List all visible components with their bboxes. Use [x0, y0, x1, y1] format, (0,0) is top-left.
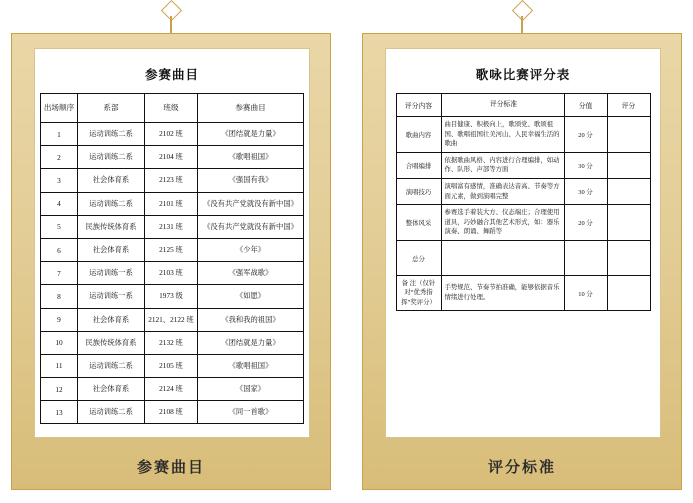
cell-order: 12: [41, 378, 78, 401]
document-scoring: [385, 48, 661, 438]
diamond-marker-left: [161, 0, 182, 21]
cell-order: 13: [41, 401, 78, 424]
cell-class: 2104 班: [145, 146, 198, 169]
column-header-song: 参赛曲目: [198, 94, 304, 123]
cell-standard: 手势规范、节奏节拍准确，能够依据音乐情绪进行处理。: [441, 276, 564, 311]
scoring-table: [396, 93, 651, 311]
cell-class: 2105 班: [145, 354, 198, 377]
cell-department: 运动训练一系: [78, 285, 145, 308]
cell-standard: 曲目健康、积极向上，歌颂党、歌颂祖国、歌唱祖国壮美河山、人民幸福生活的歌曲: [441, 117, 564, 153]
cell-score: [607, 241, 650, 276]
panel-songs: [11, 33, 331, 490]
cell-class: 2131 班: [145, 215, 198, 238]
column-header-score: 评分: [607, 94, 650, 117]
cell-song: 《团结就是力量》: [198, 123, 304, 146]
panel-caption-songs: 参赛曲目: [136, 460, 205, 476]
column-header-department: 系部: [78, 94, 145, 123]
cell-item: 合唱编排: [396, 152, 441, 178]
cell-department: 运动训练一系: [78, 262, 145, 285]
connector-line-right: [521, 16, 523, 34]
cell-song: 《少年》: [198, 238, 304, 261]
cell-class: 2101 班: [145, 192, 198, 215]
table-row: [396, 179, 650, 205]
cell-department: 运动训练二系: [78, 123, 145, 146]
cell-standard: [441, 241, 564, 276]
cell-department: 运动训练二系: [78, 401, 145, 424]
cell-item: 总分: [396, 241, 441, 276]
cell-department: 民族传统体育系: [78, 215, 145, 238]
cell-department: 运动训练二系: [78, 354, 145, 377]
table-row: [41, 262, 304, 285]
cell-order: 4: [41, 192, 78, 215]
table-row: [41, 238, 304, 261]
cell-order: 6: [41, 238, 78, 261]
cell-song: 《同一首歌》: [198, 401, 304, 424]
cell-item: 歌曲内容: [396, 117, 441, 153]
cell-value: 20 分: [564, 205, 607, 241]
cell-item: 备 注（仅针对“优秀指挥”奖评分）: [396, 276, 441, 311]
table-row: [396, 205, 650, 241]
diamond-marker-right: [512, 0, 533, 21]
cell-department: 运动训练二系: [78, 192, 145, 215]
cell-value: 30 分: [564, 152, 607, 178]
cell-class: 2121、2122 班: [145, 308, 198, 331]
cell-department: 社会体育系: [78, 308, 145, 331]
column-header-class: 班级: [145, 94, 198, 123]
cell-song: 《如愿》: [198, 285, 304, 308]
cell-score: [607, 205, 650, 241]
cell-order: 2: [41, 146, 78, 169]
cell-class: 2108 班: [145, 401, 198, 424]
cell-class: 2125 班: [145, 238, 198, 261]
document-songs: [34, 48, 310, 438]
songs-table: [40, 93, 304, 424]
connector-line-left: [170, 16, 172, 34]
cell-department: 运动训练二系: [78, 146, 145, 169]
cell-song: 《强军战歌》: [198, 262, 304, 285]
cell-order: 9: [41, 308, 78, 331]
table-row: [41, 285, 304, 308]
cell-score: [607, 179, 650, 205]
cell-class: 2124 班: [145, 378, 198, 401]
cell-song: 《歌唱祖国》: [198, 146, 304, 169]
panel-caption-scoring: 评分标准: [487, 460, 556, 476]
cell-class: 2132 班: [145, 331, 198, 354]
panel-scoring: [362, 33, 682, 490]
cell-value: 20 分: [564, 117, 607, 153]
table-header-row: [41, 94, 304, 123]
page-title-songs: 参赛曲目: [144, 68, 199, 82]
table-row: [41, 308, 304, 331]
cell-class: 2102 班: [145, 123, 198, 146]
cell-order: 3: [41, 169, 78, 192]
cell-order: 7: [41, 262, 78, 285]
column-header-value: 分值: [564, 94, 607, 117]
cell-song: 《我和我的祖国》: [198, 308, 304, 331]
page-title-scoring: 歌咏比赛评分表: [475, 68, 571, 82]
cell-order: 10: [41, 331, 78, 354]
table-row: [41, 146, 304, 169]
cell-class: 2103 班: [145, 262, 198, 285]
column-header-order: 出场顺序: [41, 94, 78, 123]
cell-order: 11: [41, 354, 78, 377]
table-header-row: [396, 94, 650, 117]
cell-value: 30 分: [564, 179, 607, 205]
cell-song: 《没有共产党就没有新中国》: [198, 192, 304, 215]
cell-department: 社会体育系: [78, 169, 145, 192]
column-header-item: 评分内容: [396, 94, 441, 117]
cell-score: [607, 117, 650, 153]
cell-standard: 演唱富有感情，准确表达音高、节奏等方面元素，做到演唱完整: [441, 179, 564, 205]
table-row: [396, 117, 650, 153]
table-row: [396, 152, 650, 178]
cell-department: 民族传统体育系: [78, 331, 145, 354]
table-row: [41, 169, 304, 192]
table-row: [41, 378, 304, 401]
cell-department: 社会体育系: [78, 238, 145, 261]
cell-song: 《强国有我》: [198, 169, 304, 192]
table-row: [41, 123, 304, 146]
table-row: [41, 215, 304, 238]
cell-class: 1973 级: [145, 285, 198, 308]
cell-item: 演唱技巧: [396, 179, 441, 205]
table-row: [41, 192, 304, 215]
cell-item: 整体风采: [396, 205, 441, 241]
cell-value: [564, 241, 607, 276]
cell-department: 社会体育系: [78, 378, 145, 401]
cell-class: 2123 班: [145, 169, 198, 192]
table-row: [41, 401, 304, 424]
cell-song: 《歌唱祖国》: [198, 354, 304, 377]
cell-score: [607, 276, 650, 311]
table-row: [396, 276, 650, 311]
cell-order: 1: [41, 123, 78, 146]
cell-standard: 依据歌曲风格、内容进行合理编排，如动作、队形、声部等方面: [441, 152, 564, 178]
cell-order: 5: [41, 215, 78, 238]
table-row: [41, 354, 304, 377]
cell-song: 《团结就是力量》: [198, 331, 304, 354]
table-row: [41, 331, 304, 354]
table-row: [396, 241, 650, 276]
column-header-standard: 评分标准: [441, 94, 564, 117]
cell-song: 《国家》: [198, 378, 304, 401]
cell-song: 《没有共产党就没有新中国》: [198, 215, 304, 238]
cell-standard: 参赛选手着装大方、仪态端庄；合理使用道具，巧妙融合其他艺术形式，如：器乐演奏、朗诵、舞蹈等: [441, 205, 564, 241]
cell-order: 8: [41, 285, 78, 308]
cell-score: [607, 152, 650, 178]
cell-value: 10 分: [564, 276, 607, 311]
